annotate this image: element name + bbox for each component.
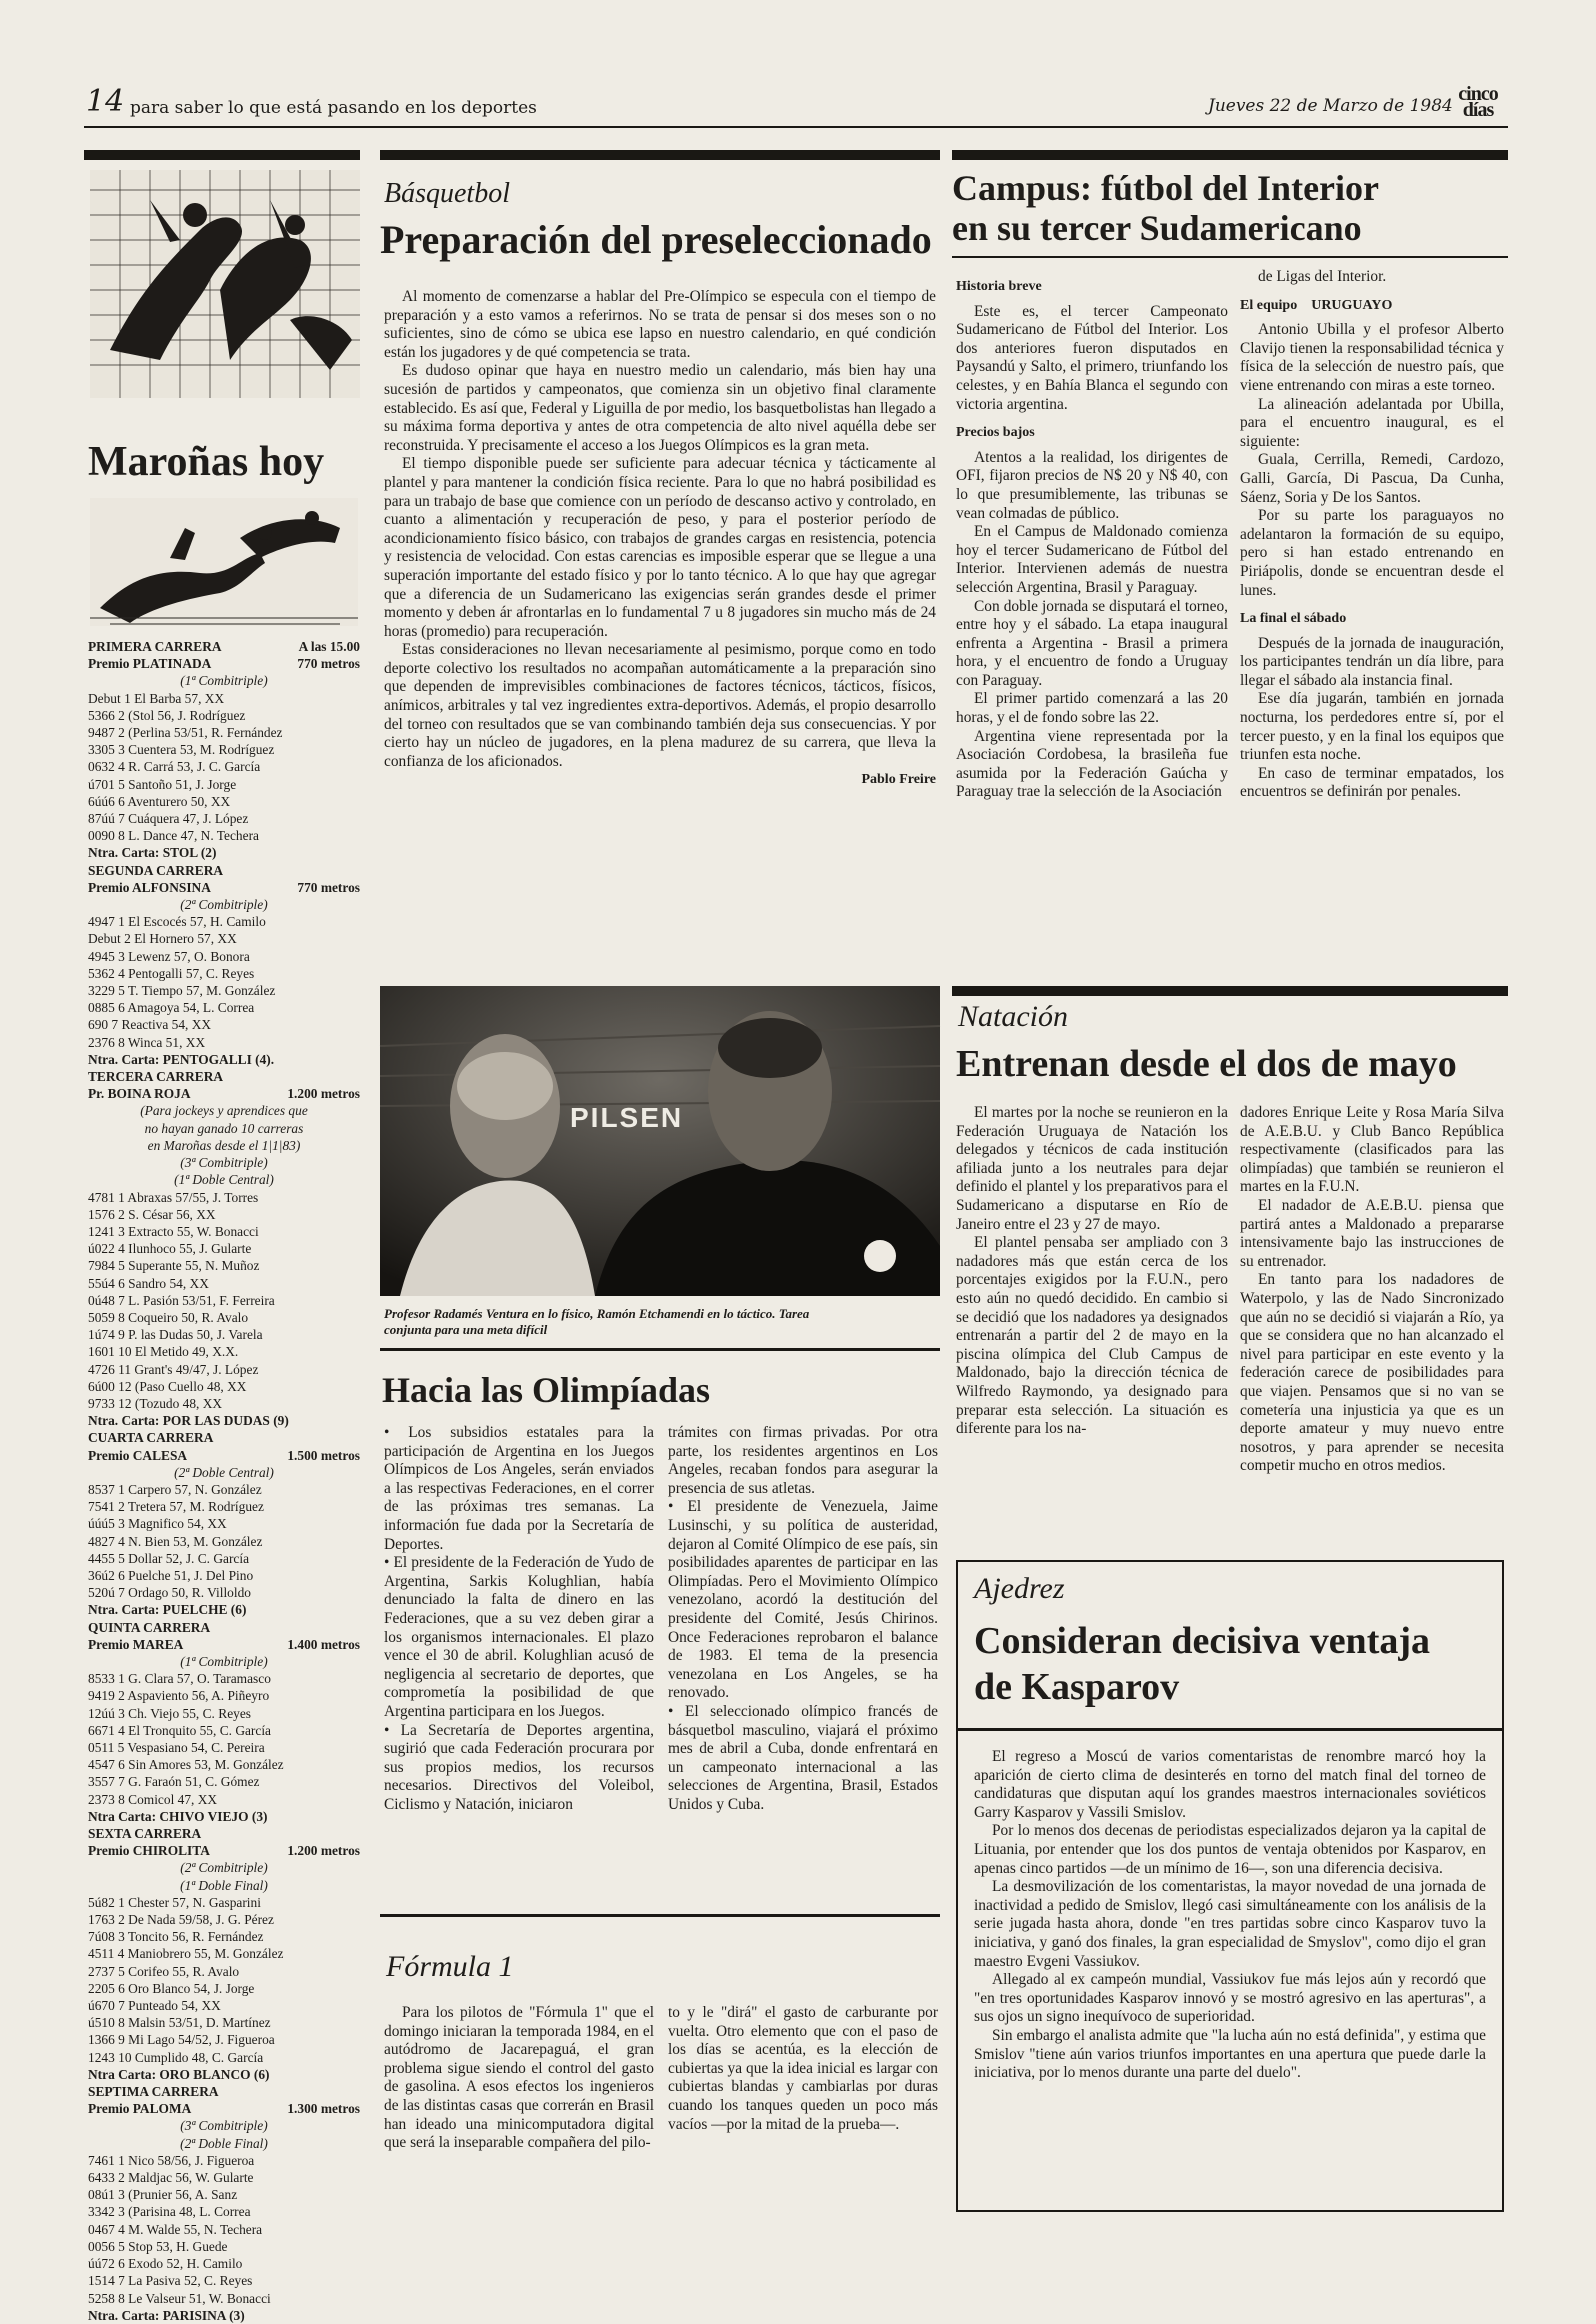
race-card-label: Premio PLATINADA: [88, 656, 212, 672]
header-rule: [84, 126, 1508, 128]
olimpiadas-item: • El presidente de la Federación de Yudo de Argentina, Sarkis Kolughlian, había denunciado la falta de dinero en las Federaciones, que a su vez deben girar a los organismos internacionales. El plazo vence el 30 de abril. Kolughlian acusó de negligencia al secretario de deportes, que comprometía la posibilidad de que Argentina participara en los Juegos.: [384, 1554, 654, 1720]
race-card-line: 5366 2 (Stol 56, J. Rodríguez: [88, 707, 246, 723]
page-tagline: para saber lo que está pasando en los deportes: [130, 98, 537, 118]
race-card-line: 1514 7 La Pasiva 52, C. Reyes: [88, 2273, 253, 2289]
race-card-line: [88, 1085, 360, 1102]
race-card-line: (1ª Doble Central): [174, 1172, 274, 1188]
race-card-distance: 1.300 metros: [287, 2101, 360, 2117]
race-card-line: 0056 5 Stop 53, H. Guede: [88, 2238, 228, 2254]
race-card-line: 4827 4 N. Bien 53, M. González: [88, 1533, 263, 1549]
basquet-paragraph: Al momento de comenzarse a hablar del Pre-Olímpico se especula con el tiempo de preparación y a esto vamos a referirnos. No se trata de pensar si dos meses son o no suficientes, sino de cómo se ubica ese lapso en nuestro calendario, en qué condición están los jugadores y de qué competencia se trata.: [384, 288, 936, 361]
photo-caption: Profesor Radamés Ventura en lo físico, Ramón Etchamendi en lo táctico. Tarea conjunta para una meta difícil: [384, 1306, 810, 1337]
olimpiadas-column-1: [384, 1424, 654, 1814]
ajedrez-headline-line: de Kasparov: [974, 1666, 1180, 1708]
race-card-line: 0885 6 Amagoya 54, L. Correa: [88, 1000, 255, 1016]
photo-sign: PILSEN: [570, 1102, 684, 1133]
race-card-line: 2205 6 Oro Blanco 54, J. Jorge: [88, 1980, 255, 1996]
ajedrez-paragraph: La desmovilización de los comentaristas, la mayor novedad de una jornada de inactividad a pedido de Smislov, llegó casi simultáneamente con los análisis de la serie jugada hasta ahora, donde "en tres partidas sobre cinco Kasparov tuvo la iniciativa, y ganó dos finales, la gran especialidad de Smyslov", como dijo el gran maestro Evgeni Vassiukov.: [974, 1878, 1486, 1970]
race-card-line: 1243 10 Cumplido 48, C. García: [88, 2049, 264, 2065]
natacion-paragraph: El plantel pensaba ser ampliado con 3 nadadores más que están cerca de los porcentajes exigidos por la F.U.N., pero esto aún no quedó decidido. En cambio si se decidió que los nadadores ya designados entrenarán a partir del 2 de mayo en la piscina olímpica del Club Campus de Maldonado, bajo la dirección técnica de Wilfredo Raymondo, ya designado para preparar esta selección. La situación es diferente para los na-: [956, 1234, 1228, 1438]
race-card-line: (3ª Combitriple): [180, 1155, 268, 1171]
coaches-photo: [380, 986, 940, 1296]
race-card-line: 4947 1 El Escocés 57, H. Camilo: [88, 914, 266, 930]
formula-column-1: [384, 2004, 654, 2153]
race-card-line: 6ú00 12 (Paso Cuello 48, XX: [88, 1378, 247, 1394]
campus-paragraph: Guala, Cerrilla, Remedi, Cardozo, Galli, García, Di Pascua, Da Cunha, Sáenz, Soria y De los Santos.: [1240, 451, 1504, 506]
campus-column-2: [1240, 268, 1504, 802]
race-card-line: 520ú 7 Ordago 50, R. Villoldo: [88, 1585, 251, 1601]
race-card-line: 2737 5 Corifeo 55, R. Avalo: [88, 1963, 240, 1979]
race-card-line: Ntra. Carta: PARISINA (3): [88, 2307, 245, 2323]
campus-paragraph: Atentos a la realidad, los dirigentes de OFI, fijaron precios de N$ 20 y N$ 40, con lo que presumiblemente, las tribunas se vean colmadas de público.: [956, 448, 1228, 522]
ajedrez-paragraph: Sin embargo el analista admite que "la lucha aún no está definida", y estima que Smislov "tiene aún varios triunfos importantes en una apertura que puede darle la iniciativa, por lo menos durante una parte del duelo".: [974, 2026, 1486, 2082]
race-card-line: 1763 2 De Nada 59/58, J. G. Pérez: [88, 1912, 274, 1928]
campus-headline-line: Campus: fútbol del Interior: [952, 168, 1380, 208]
race-card-line: 7984 5 Superante 55, N. Muñoz: [88, 1258, 260, 1274]
formula-column-2: [668, 2004, 938, 2134]
campus-paragraph: La alineación adelantada por Ubilla, para el encuentro inaugural, es el siguiente:: [1240, 395, 1504, 450]
race-card-line: 6úú6 6 Aventurero 50, XX: [88, 793, 231, 809]
race-card-line: Ntra Carta: CHIVO VIEJO (3): [88, 1808, 268, 1824]
race-card-line: 5258 8 Le Valseur 51, W. Bonacci: [88, 2290, 271, 2306]
maronas-race-card: [88, 638, 360, 2324]
race-card-line: 08ú1 3 (Prunier 56, A. Sanz: [88, 2187, 238, 2203]
race-card-line: Debut 2 El Hornero 57, XX: [88, 931, 237, 947]
formula-paragraph: to y le "dirá" el gasto de carburante por vuelta. Otro elemento que con el paso de los días se acentúa, es la elección de cubiertas ya que la idea inicial es largar con cubiertas blandas y cambiarlas por duras cuando los tanques queden un poco más vacíos —por la mitad de la prueba—.: [668, 2004, 938, 2133]
race-card-line: (1ª Doble Final): [180, 1877, 268, 1893]
race-card-line: CUARTA CARRERA: [88, 1430, 214, 1446]
campus-paragraph: Después de la jornada de inauguración, los participantes tendrán un día libre, para llegar el sábado ala instancia final.: [1240, 634, 1504, 689]
race-card-line: [88, 879, 360, 896]
race-card-line: 4511 4 Maniobrero 55, M. González: [88, 1946, 284, 1962]
middle-column-bar: [380, 150, 940, 160]
natacion-column-2: [1240, 1104, 1504, 1476]
race-card-line: úú72 6 Exodo 52, H. Camilo: [88, 2256, 243, 2272]
basquet-paragraph: Es dudoso opinar que haya en nuestro medio un calendario, más bien hay una sucesión de partidos y campeonatos, que comienza sin un objetivo final claramente establecido. Es así que, Federal y Liguilla de por medio, los basquetbolistas han llegado a su máxima forma deportiva y antes de otra competencia de alto nivel aquélla debe ser reconstruida. Y precisamente el acceso a los Juegos Olímpicos es la gran meta.: [384, 362, 936, 454]
ajedrez-section-label: Ajedrez: [974, 1572, 1065, 1605]
race-card-line: QUINTA CARRERA: [88, 1619, 211, 1635]
race-card-line: ú701 5 Santoño 51, J. Jorge: [88, 776, 237, 792]
race-card-distance: 1.200 metros: [287, 1086, 360, 1102]
ajedrez-headline: [974, 1618, 1486, 1710]
race-card-line: 1601 10 El Metido 49, X.X.: [88, 1344, 239, 1360]
race-card-line: [88, 1842, 360, 1859]
natacion-section-label: Natación: [958, 1000, 1068, 1033]
coaches-photo-image: [380, 986, 940, 1296]
race-card-line: 9419 2 Aspaviento 56, A. Piñeyro: [88, 1688, 270, 1704]
race-card-line: [88, 1447, 360, 1464]
ajedrez-rule: [958, 1728, 1502, 1731]
campus-subhead-label: El equipo: [1240, 297, 1298, 313]
race-card-line: 6433 2 Maldjac 56, W. Gularte: [88, 2170, 254, 2186]
ajedrez-box: [956, 1560, 1504, 2212]
race-card-label: Premio PALOMA: [88, 2101, 192, 2117]
race-card-line: (2ª Combitriple): [180, 897, 268, 913]
race-card-line: 1241 3 Extracto 55, W. Bonacci: [88, 1223, 259, 1239]
race-card-line: en Maroñas desde el 1|1|83): [147, 1137, 301, 1153]
natacion-paragraph: dadores Enrique Leite y Rosa María Silva de A.E.B.U. y Club Banco República respectivamente (clasificados para las olimpíadas) que también se reunieron el martes en la F.U.N.: [1240, 1104, 1504, 1196]
olimpiadas-item: • El seleccionado olímpico francés de básquetbol masculino, viajará el próximo mes de abril a Cuba, donde enfrentará en un campeonato internacional a las selecciones de Argentina, Brasil, Estados Unidos y Cuba.: [668, 1702, 938, 1813]
formula-rule: [380, 1914, 940, 1917]
race-card-line: (1ª Combitriple): [180, 673, 268, 689]
natacion-column-1: [956, 1104, 1228, 1439]
olimpiadas-item: • El presidente de Venezuela, Jaime Lusinschi, y su política de austeridad, dejaron al Comité Olímpico de ese país, sin posibilidades aparentes de participar en las Olimpíadas. Pero el Movimiento Olímpico venezolano, acordó la destitución del presidente del Comité, Jesús Chirinos. Once Federaciones reprobaron el balance de 1983. El tema de la presencia venezolana en Los Angeles, se ha renovado.: [668, 1498, 938, 1702]
race-card-line: 1ú74 9 P. las Dudas 50, J. Varela: [88, 1327, 263, 1343]
race-card-line: SEPTIMA CARRERA: [88, 2084, 219, 2100]
race-card-line: ú022 4 Ilunhoco 55, J. Gularte: [88, 1241, 252, 1257]
campus-column-1: [956, 268, 1228, 802]
race-card-distance: 1.500 metros: [287, 1447, 360, 1463]
campus-subhead-country: URUGUAYO: [1311, 297, 1393, 313]
ajedrez-article: [974, 1748, 1486, 2083]
race-card-line: ú510 8 Malsin 53/51, D. Martínez: [88, 2015, 271, 2031]
race-card-line: 3557 7 G. Faraón 51, C. Gómez: [88, 1774, 260, 1790]
basquet-paragraph: El tiempo disponible puede ser suficiente para adecuar técnica y tácticamente al plantel y para mantener la condición física reciente. Para lo que no habrá posibilidad es para un trabajo de base que comience con un período de descanso activo y controlado, en cuanto a alimentación y recuperación de peso, y para el posterior período de acondicionamiento físico básico, con trabajos de grandes cargas en resistencia, potencia y resistencia de velocidad. Con estas carencias es imposible esperar que se llegue a una superación importante del estado físico y por lo tanto técnico. A lo que hay que agregar que a diferencia de un Sudamericano las exigencias serán grandes desde el primer momento y deben ár afrontarlas en lo fundamental 7 u 8 jugadores sin mucho más de 24 horas (promedio) para recuperación.: [384, 455, 936, 640]
campus-headline: [952, 168, 1379, 248]
race-card-line: 0090 8 L. Dance 47, N. Techera: [88, 828, 259, 844]
race-card-line: Ntra. Carta: POR LAS DUDAS (9): [88, 1413, 289, 1429]
race-card-line: 8533 1 G. Clara 57, O. Taramasco: [88, 1671, 271, 1687]
race-card-line: Ntra. Carta: PUELCHE (6): [88, 1602, 247, 1618]
olimpiadas-item: trámites con firmas privadas. Por otra parte, los residentes argentinos en Los Angeles, recaban fondos para asegurar la presencia de sus atletas.: [668, 1424, 938, 1497]
race-card-line: 55ú4 6 Sandro 54, XX: [88, 1275, 209, 1291]
race-card-line: 0ú48 7 L. Pasión 53/51, F. Ferreira: [88, 1292, 275, 1308]
race-card-line: [88, 655, 360, 672]
race-card-line: Ntra. Carta: PENTOGALLI (4).: [88, 1051, 275, 1067]
page-number: 14: [86, 84, 125, 119]
race-card-line: 3305 3 Cuentera 53, M. Rodríguez: [88, 742, 275, 758]
race-card-line: 5362 4 Pentogalli 57, C. Reyes: [88, 965, 255, 981]
race-card-line: 5059 8 Coqueiro 50, R. Avalo: [88, 1309, 249, 1325]
race-card-line: 3229 5 T. Tiempo 57, M. González: [88, 983, 276, 999]
campus-subhead: Precios bajos: [956, 425, 1035, 441]
racing-horses-icon: [90, 498, 358, 626]
basquet-headline: Preparación del preseleccionado: [380, 217, 932, 262]
campus-paragraph: Con doble jornada se disputará el torneo, entre hoy y el sábado. La etapa inaugural enfrenta a Argentina - Brasil a primera hora, y el encuentro de fondo a Uruguay con Paraguay.: [956, 597, 1228, 689]
race-card-line: 4547 6 Sin Amores 53, M. González: [88, 1757, 284, 1773]
campus-paragraph: Este es, el tercer Campeonato Sudamericano de Fútbol del Interior. Los dos anteriores fueron disputados en Paysandú y Salto, el primero, triunfando los celestes, y en Bahía Blanca el segundo con victoria argentina.: [956, 302, 1228, 413]
race-card-distance: A las 15.00: [298, 639, 360, 654]
race-card-line: 4726 11 Grant's 49/47, J. López: [88, 1361, 259, 1377]
campus-paragraph: El primer partido comenzará a las 20 horas, y el de fondo sobre las 22.: [956, 690, 1228, 727]
race-card-line: úúú5 3 Magnifico 54, XX: [88, 1516, 227, 1532]
race-card-line: 0511 5 Vespasiano 54, C. Pereira: [88, 1740, 265, 1755]
campus-subhead: La final el sábado: [1240, 611, 1347, 627]
campus-paragraph: En caso de terminar empatados, los encuentros se definirán por penales.: [1240, 764, 1504, 801]
natacion-paragraph: En tanto para los nadadores de Waterpolo, y las de Nado Sincronizado que aún no se decidió si viajarán a Río, ya que se considera que no han alcanzado el nivel para participar en este evento y la federación carece de posibilidades para que viajen. Pensamos que si no van se cometería una injusticia ya que es un deporte amateur y muy nuevo entre nosotros, y para aprender se necesita competir mucho en otros medios.: [1240, 1271, 1504, 1475]
race-card-line: Ntra Carta: ORO BLANCO (6): [88, 2066, 270, 2082]
race-card-line: (2ª Doble Final): [180, 2135, 268, 2151]
basquet-author: Pablo Freire: [861, 772, 936, 788]
campus-paragraph: de Ligas del Interior.: [1258, 268, 1387, 285]
race-card-line: (Para jockeys y aprendices que: [140, 1103, 308, 1119]
natacion-headline: Entrenan desde el dos de mayo: [956, 1043, 1457, 1085]
ajedrez-paragraph: Allegado al ex campeón mundial, Vassiukov fue más lejos aún y recordó que "en tres oportunidades Kasparov innovó y se mostró agresivo en las aperturas", a sus ojos un signo inequívoco de superioridad.: [974, 1971, 1486, 2026]
race-card-line: [88, 2100, 360, 2117]
race-card-line: (2ª Doble Central): [174, 1464, 274, 1480]
race-card-label: Premio CALESA: [88, 1447, 188, 1463]
race-card-line: 4781 1 Abraxas 57/55, J. Torres: [88, 1189, 259, 1205]
race-card-line: 7541 2 Tretera 57, M. Rodríguez: [88, 1499, 264, 1515]
race-card-line: no hayan ganado 10 carreras: [144, 1120, 304, 1136]
left-column-bar: [84, 150, 360, 160]
horse-race-illustration: [90, 170, 360, 398]
race-card-line: 36ú2 6 Puelche 51, J. Del Pino: [88, 1567, 254, 1583]
race-card-line: 8537 1 Carpero 57, N. González: [88, 1481, 262, 1497]
race-card-line: 690 7 Reactiva 54, XX: [88, 1017, 212, 1033]
race-card-line: (2ª Combitriple): [180, 1860, 268, 1876]
race-card-line: 87úú 7 Cuáquera 47, J. López: [88, 811, 249, 827]
race-card-label: Premio CHIROLITA: [88, 1843, 210, 1859]
race-card-line: Ntra. Carta: STOL (2): [88, 845, 217, 861]
ajedrez-paragraph: El regreso a Moscú de varios comentaristas de renombre marcó hoy la aparición de cierto clima de desinterés en torno del match final del torneo de candidaturas que disputan aquí los grandes maestros internacionales soviéticos Garry Kasparov y Vassili Smislov.: [974, 1748, 1486, 1821]
natacion-paragraph: El nadador de A.E.B.U. piensa que partirá antes a Maldonado a prepararse intensivamente bajo las instrucciones de su entrenador.: [1240, 1196, 1504, 1270]
race-card-distance: 770 metros: [297, 879, 360, 895]
newspaper-logo: cinco días: [1458, 83, 1498, 121]
race-card-line: 12úú 3 Ch. Viejo 55, C. Reyes: [88, 1705, 251, 1721]
basquet-paragraph: Estas consideraciones no llevan necesariamente al pesimismo, porque como en todo deporte colectivo los resultados no acompañan automáticamente a la preparación sino que dependen de imprevisibles combinaciones de factores técnicos, tácticos, físicos, anímicos, arbitrales y tal vez ingredientes extra-deportivos. Además, el propio desarrollo del torneo con resultados que se van combinando también deja sus consecuencias. Y por cierto hay un núcleo de jugadores, en la plena madurez de su carrera, que lleva la confianza de los aficionados.: [384, 641, 936, 770]
campus-paragraph: Argentina viene representada por la Asociación Cordobesa, la brasileña fue asumida por la Federación Gaúcha y Paraguay trae la selección de la Asociación: [956, 727, 1228, 801]
race-card-label: Premio ALFONSINA: [88, 879, 211, 895]
race-card-line: Debut 1 El Barba 57, XX: [88, 690, 225, 706]
campus-subhead: [1240, 297, 1504, 316]
race-card-line: 2376 8 Winca 51, XX: [88, 1034, 206, 1050]
race-card-line: SEGUNDA CARRERA: [88, 862, 224, 878]
olimpiadas-headline: Hacia las Olimpíadas: [382, 1370, 711, 1410]
campus-paragraph: Antonio Ubilla y el profesor Alberto Clavijo tienen la responsabilidad técnica y física de la selección de nuestro país, que viene entrenando con miras a este torneo.: [1240, 321, 1504, 394]
race-card-line: 6671 4 El Tronquito 55, C. García: [88, 1722, 272, 1738]
basquet-section-label: Básquetbol: [384, 178, 510, 209]
olimpiadas-column-2: [668, 1424, 938, 1814]
campus-paragraph: En el Campus de Maldonado comienza hoy el tercer Sudamericano de Fútbol del Interior. Intervienen además de nuestra selección Argentina, Brasil y Paraguay.: [956, 523, 1228, 596]
race-card-line: 4945 3 Lewenz 57, O. Bonora: [88, 948, 250, 964]
race-card-line: TERCERA CARRERA: [88, 1069, 224, 1085]
ajedrez-paragraph: Por lo menos dos decenas de periodistas especializados dejaron ya la capital de Lituania, por entender que los dos puntos de ventaja obtenidos por Kasparov, en apenas cinco partidos —de un mínimo de 16—, son una diferencia decisiva.: [974, 1822, 1486, 1877]
race-card-line: 7461 1 Nico 58/56, J. Figueroa: [88, 2152, 255, 2168]
olimpiadas-item: • Los subsidios estatales para la participación de Argentina en los Juegos Olímpicos de Los Angeles, serán enviados a las respectivas Federaciones, en el correr de las próximas tres semanas. La información fue dada por la Secretaría de Deportes.: [384, 1424, 654, 1553]
natacion-bar: [952, 986, 1508, 996]
race-card-label: Premio MAREA: [88, 1636, 184, 1652]
olimpiadas-rule: [380, 1348, 940, 1351]
race-card-line: [88, 638, 360, 655]
campus-headline-line: en su tercer Sudamericano: [952, 208, 1362, 248]
race-card-line: 1366 9 Mi Lago 54/52, J. Figueroa: [88, 2032, 275, 2048]
race-card-line: 1576 2 S. César 56, XX: [88, 1206, 216, 1222]
race-card-line: 4455 5 Dollar 52, J. C. García: [88, 1550, 250, 1566]
race-card-line: 5ú82 1 Chester 57, N. Gasparini: [88, 1894, 261, 1910]
race-card-line: 3342 3 (Parisina 48, L. Correa: [88, 2204, 251, 2220]
race-card-line: 9487 2 (Perlina 53/51, R. Fernández: [88, 725, 283, 741]
race-card-line: 9733 12 (Tozudo 48, XX: [88, 1395, 223, 1411]
basquet-article: [384, 288, 936, 790]
race-card-label: PRIMERA CARRERA: [88, 639, 222, 654]
race-card-line: SEXTA CARRERA: [88, 1826, 202, 1842]
race-card-line: 2373 8 Comicol 47, XX: [88, 1791, 218, 1807]
right-column-bar: [952, 150, 1508, 160]
formula-paragraph: Para los pilotos de "Fórmula 1" que el domingo iniciaran la temporada 1984, en el autódromo de Jacarepaguá, el gran problema sigue siendo el control del gasto de gasolina. A esos efectos los ingenieros de las distintas casas que correrán en Brasil han ideado una minicomputadora digital que será la inseparable compañera del pilo-: [384, 2004, 654, 2152]
race-card-label: Pr. BOINA ROJA: [88, 1086, 191, 1102]
race-card-line: [88, 1636, 360, 1653]
issue-date: Jueves 22 de Marzo de 1984: [1208, 96, 1453, 116]
race-card-line: (1ª Combitriple): [180, 1653, 268, 1669]
campus-paragraph: Ese día jugarán, también en jornada nocturna, los perdedores entre sí, por el tercer puesto, y en la final los equipos que triunfen esta noche.: [1240, 690, 1504, 764]
campus-subhead: Historia breve: [956, 279, 1042, 294]
ajedrez-headline-line: Consideran decisiva ventaja: [974, 1620, 1430, 1662]
race-card-line: ú670 7 Punteado 54, XX: [88, 1998, 221, 2014]
natacion-paragraph: El martes por la noche se reunieron en la Federación Uruguaya de Natación los delegados y técnicos de cada institución afiliada junto a los neutrales para dejar definido el plantel y los preparativos para el Sudamericano a disputarse en Río de Janeiro entre el 23 y 27 de mayo.: [956, 1104, 1228, 1233]
race-card-line: 0632 4 R. Carrá 53, J. C. García: [88, 759, 261, 775]
olimpiadas-item: • La Secretaría de Deportes argentina, sugirió que cada Federación procurara por sus propios medios, los recursos necesarios. Directivos del Voleibol, Ciclismo y Natación, iniciaron: [384, 1721, 654, 1813]
campus-rule: [952, 256, 1508, 258]
race-card-line: (3ª Combitriple): [180, 2118, 268, 2134]
formula-section-label: Fórmula 1: [386, 1950, 514, 1983]
race-card-distance: 1.400 metros: [287, 1636, 360, 1652]
race-card-distance: 770 metros: [297, 656, 360, 672]
maronas-title: Maroñas hoy: [88, 439, 325, 485]
race-card-line: 0467 4 M. Walde 55, N. Techera: [88, 2221, 263, 2237]
race-card-line: 7ú08 3 Toncito 56, R. Fernández: [88, 1929, 264, 1945]
campus-paragraph: Por su parte los paraguayos no adelantaron la formación de su equipo, pero si han estado entrenando en Piriápolis, donde se encuentran desde el lunes.: [1240, 507, 1504, 599]
race-card-distance: 1.200 metros: [287, 1843, 360, 1859]
